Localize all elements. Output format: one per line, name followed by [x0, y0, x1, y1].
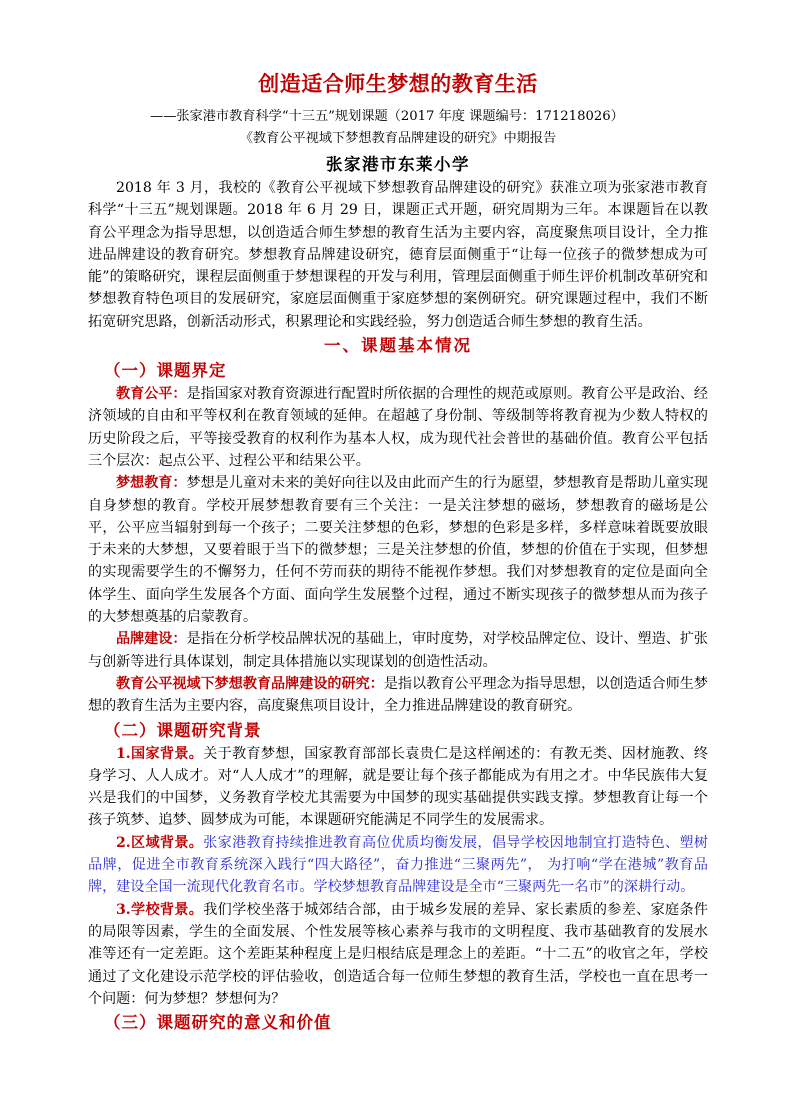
document-subtitle: ——张家港市教育科学“十三五”规划课题（2017 年度 课题编号：171218026）: [150, 109, 624, 124]
definition-research-topic: [88, 673, 708, 718]
definition-text: 梦想是儿童对未来的美好向往以及由此而产生的行为愿望，梦想教育是帮助儿童实现自身梦想的教育。学校开展梦想教育要有三个关注：一是关注梦想的磁场，梦想教育的磁场是公平，公平应当辐射到每一个孩子；二要关注梦想的色彩，梦想的色彩是多样，多样意味着既要放眼于未来的大梦想，又要着眼于当下的微梦想；三是关注梦想的价值，梦想的价值在于实现，但梦想的实现需要学生的不懈努力，任何不劳而获的期待不能视作梦想。我们对梦想教育的定位是面向全体学生、面向学生发展各个方面、面向学生发展整个过程，通过不断实现孩子的微梦想从而为孩子的大梦想奠基的启蒙教育。: [88, 475, 709, 626]
background-text: 我们学校坐落于城郊结合部，由于城乡发展的差异、家长素质的参差、家庭条件的局限等因素，学生的全面发展、个性发展等核心素养与我市的文明程度、我市基础教育的发展水准等还有一定差距。这个差距某种程度上是归根结底是理念上的差距。“十二五”的收官之年，学校通过了文化建设示范学校的评估验收，创造适合每一位师生梦想的教育生活，学校也一直在思考一个问题：何为梦想？梦想何为？: [88, 901, 708, 1007]
school-name: 张家港市东莱小学: [326, 155, 470, 174]
subsection-heading-background: （二）课题研究背景: [104, 720, 262, 740]
definition-brand-building: [88, 628, 708, 673]
definition-education-equity: [88, 383, 708, 472]
definition-dream-education: [88, 472, 708, 628]
definition-term: 教育公平：: [116, 386, 187, 403]
section-heading-1: 一、课题基本情况: [324, 336, 472, 356]
definition-text: 是指国家对教育资源进行配置时所依据的合理性的规范或原则。教育公平是政治、经济领域的自由和平等权利在教育领域的延伸。在超越了身份制、等级制等将教育视为少数人特权的历史阶段之后，平等接受教育的权利作为基本人权，成为现代社会普世的基础价值。教育公平包括三个层次：起点公平、过程公平和结果公平。: [88, 386, 709, 469]
document-title: 创造适合师生梦想的教育生活: [258, 71, 538, 96]
background-text: 关于教育梦想，国家教育部部长袁贵仁是这样阐述的：有教无类、因材施教、终身学习、人人成才。对“人人成才”的理解，就是要让每个孩子都能成为有用之才。中华民族伟大复兴是我们的中国梦，义务教育学校尤其需要为中国梦的现实基础提供实践支撑。梦想教育让每一个孩子筑梦、追梦、圆梦成为可能，本课题研究能满足不同学生的发展需求。: [88, 745, 708, 829]
report-subtitle: 《教育公平视域下梦想教育品牌建设的研究》中期报告: [239, 131, 557, 146]
subsection-heading-significance: （三）课题研究的意义和价值: [104, 1013, 332, 1033]
definition-text: 是指在分析学校品牌状况的基础上，审时度势，对学校品牌定位、设计、塑造、扩张与创新等进行具体谋划，制定具体措施以实现谋划的创造性活动。: [88, 631, 709, 670]
background-regional: [88, 832, 708, 899]
background-national: [88, 743, 708, 832]
definition-term: 教育公平视域下梦想教育品牌建设的研究：: [116, 675, 384, 692]
definition-term: 品牌建设：: [116, 631, 187, 648]
document-page: [88, 60, 708, 1035]
background-school: [88, 899, 708, 1010]
background-term: 1.国家背景。: [116, 745, 204, 762]
background-text: 张家港教育持续推进教育高位优质均衡发展，倡导学校因地制宜打造特色、塑树品牌，促进全市教育系统深入践行“四大路径”，奋力推进“三聚两先”， 为打响“学在港城”教育品牌，建设全国一流现代化教育名市。学校梦想教育品牌建设是全市“三聚两先一名市”的深耕行动。: [88, 834, 708, 896]
background-term: 3.学校背景。: [116, 901, 204, 918]
subsection-heading-definition: （一）课题界定: [104, 361, 227, 381]
definition-text: 是指以教育公平理念为指导思想，以创造适合师生梦想的教育生活为主要内容，高度聚焦项目设计，全力推进品牌建设的教育研究。: [88, 675, 709, 715]
definition-term: 梦想教育：: [116, 475, 187, 492]
intro-paragraph: 2018 年 3 月，我校的《教育公平视域下梦想教育品牌建设的研究》获准立项为张家港市教育科学“十三五”规划课题。2018 年 6 月 29 日，课题正式开题，研究周期为三年。本课题旨在以教育公平理念为指导思想，以创造适合师生梦想的教育生活为主要内容，高度聚焦项目设计，全力推进品牌建设的教育研究。梦想教育品牌建设研究，德育层面侧重于“让每一位孩子的微梦想成为可能”的策略研究，课程层面侧重于梦想课程的开发与利用，管理层面侧重于师生评价机制改革研究和梦想教育特色项目的发展研究，家庭层面侧重于家庭梦想的案例研究。研究课题过程中，我们不断拓宽研究思路，创新活动形式，积累理论和实践经验，努力创造适合师生梦想的教育生活。: [88, 180, 708, 330]
background-term: 2.区域背景。: [116, 834, 204, 851]
